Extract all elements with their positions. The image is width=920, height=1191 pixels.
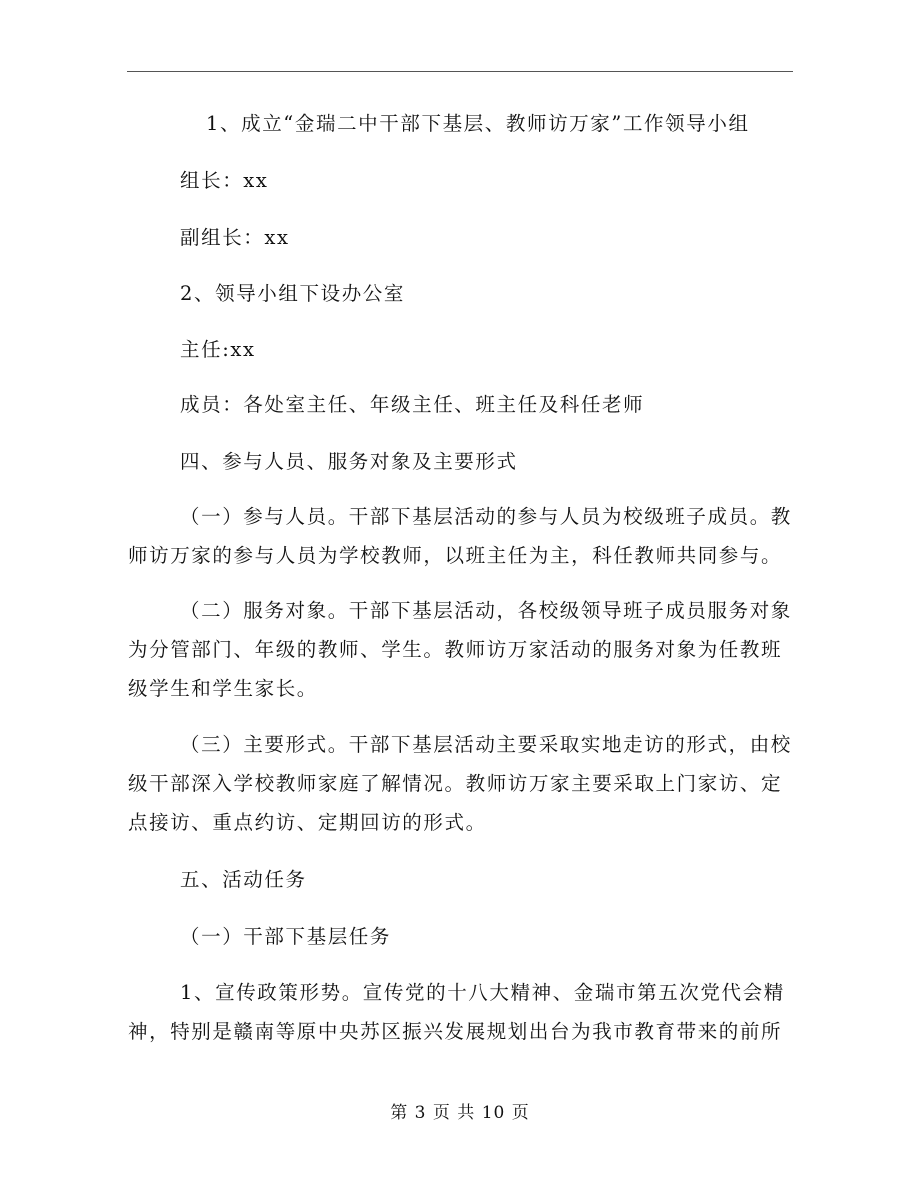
page-footer: 第 3 页 共 10 页 [390,1103,530,1123]
text-line: 成员：各处室主任、年级主任、班主任及科任老师 [180,393,645,416]
text-line: 1、成立“金瑞二中干部下基层、教师访万家”工作领导小组 [206,112,750,135]
text-line: 神，特别是赣南等原中央苏区振兴发展规划出台为我市教育带来的前所 [128,1020,783,1043]
text-line: 五、活动任务 [180,868,307,891]
text-line: 2、领导小组下设办公室 [180,282,406,305]
header-rule [127,71,793,72]
text-line: 主任:xx [180,338,256,361]
text-line: （三）主要形式。干部下基层活动主要采取实地走访的形式，由校 [180,733,792,756]
text-line: （一）参与人员。干部下基层活动的参与人员为校级班子成员。教 [180,505,792,528]
text-line: （二）服务对象。干部下基层活动，各校级领导班子成员服务对象 [180,599,792,622]
text-line: 四、参与人员、服务对象及主要形式 [180,450,518,473]
text-line: 级学生和学生家长。 [128,677,318,700]
text-line: 组长：xx [180,169,269,192]
text-line: 为分管部门、年级的教师、学生。教师访万家活动的服务对象为任教班 [128,638,783,661]
text-line: 师访万家的参与人员为学校教师，以班主任为主，科任教师共同参与。 [128,544,783,567]
text-line: 1、宣传政策形势。宣传党的十八大精神、金瑞市第五次党代会精 [180,981,785,1004]
text-line: 副组长：xx [180,226,290,249]
text-line: （一）干部下基层任务 [180,925,392,948]
text-line: 级干部深入学校教师家庭了解情况。教师访万家主要采取上门家访、定 [128,772,783,795]
text-line: 点接访、重点约访、定期回访的形式。 [128,811,487,834]
